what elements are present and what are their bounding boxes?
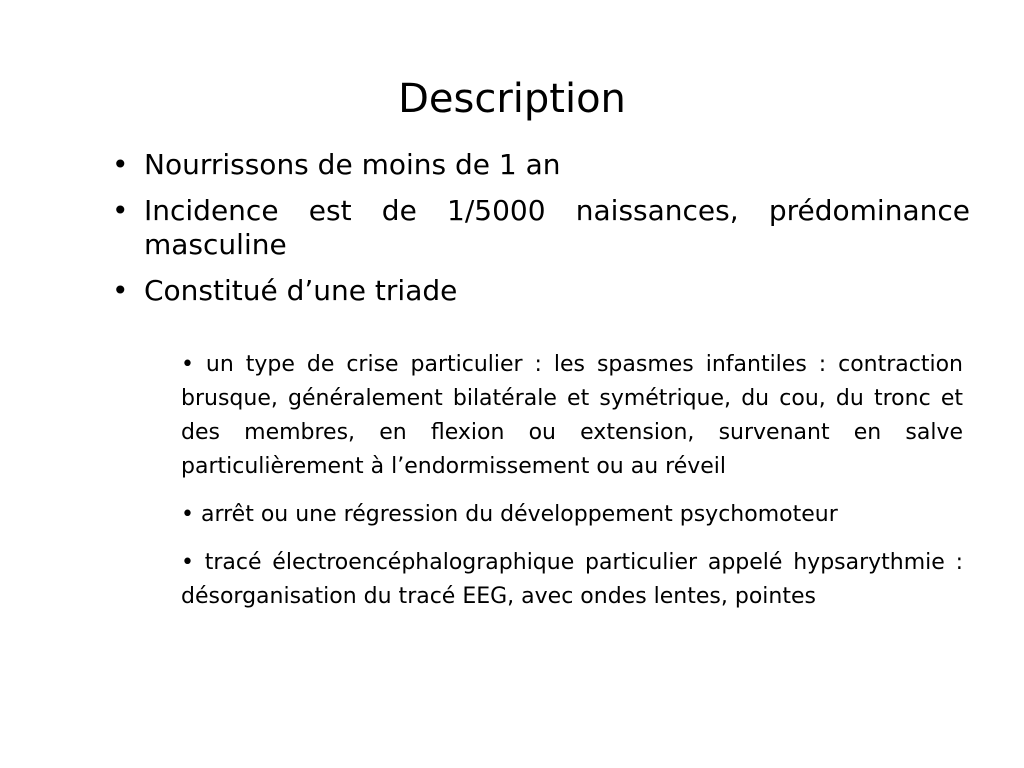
- sub-bullet-list: [181, 348, 963, 628]
- bullet-dot: •: [112, 194, 129, 227]
- sub-bullet-item: • un type de crise particulier : les spasmes infantiles : contraction brusque, généralement bilatérale et symétrique, du cou, du tronc et des membres, en flexion ou extension, survenant en salve particulièrement à l’endormissement ou au réveil: [181, 352, 963, 479]
- main-bullet-item: [112, 194, 970, 262]
- bullet-dot: •: [112, 274, 129, 307]
- main-bullet-text: Constitué d’une triade: [144, 274, 458, 307]
- sub-bullet-item: • arrêt ou une régression du développement psychomoteur: [181, 502, 838, 527]
- main-bullet-item: [112, 148, 970, 182]
- main-bullet-list: [112, 148, 970, 320]
- main-bullet-text: Nourrissons de moins de 1 an: [144, 148, 561, 181]
- main-bullet-item: [112, 274, 970, 308]
- slide-title: Description: [398, 76, 626, 122]
- main-bullet-text: Incidence est de 1/5000 naissances, prédominance masculine: [144, 194, 970, 261]
- sub-bullet-item: • tracé électroencéphalographique particulier appelé hypsarythmie : désorganisation du tracé EEG, avec ondes lentes, pointes: [181, 550, 963, 609]
- bullet-dot: •: [112, 148, 129, 181]
